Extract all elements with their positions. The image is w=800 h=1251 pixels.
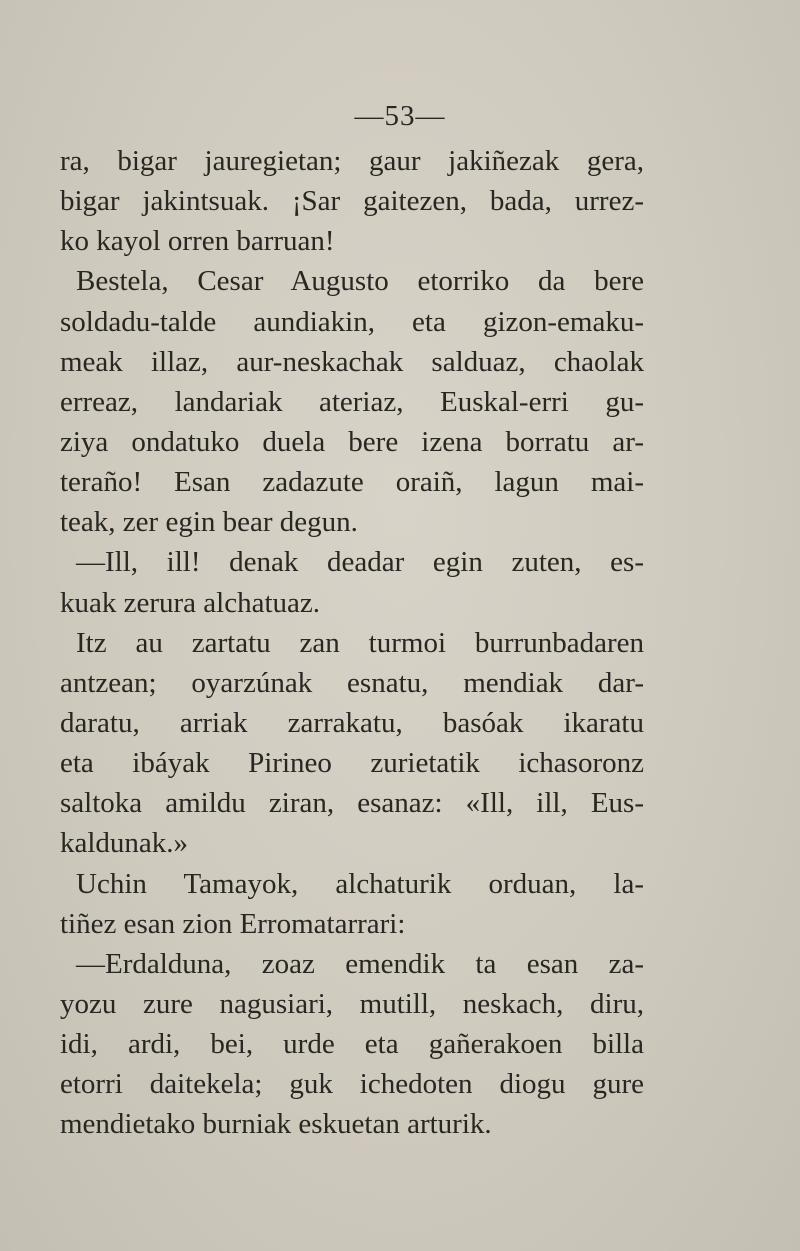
body-text (60, 141, 644, 1145)
text-line: ra, bigar jauregietan; gaur jakiñezak gera, (60, 145, 644, 177)
text-line: yozu zure nagusiari, mutill, neskach, diru, (60, 987, 644, 1020)
text-line: teak, zer egin bear degun. (60, 506, 358, 539)
text-line: Bestela, Cesar Augusto etorriko da bere (76, 265, 644, 298)
text-line: tiñez esan zion Erromatarrari: (60, 907, 406, 940)
text-line: kaldunak.» (60, 827, 189, 860)
text-line: soldadu-talde aundiakin, eta gizon-emaku- (60, 305, 644, 338)
text-line: erreaz, landariak ateriaz, Euskal-erri gu- (60, 385, 644, 418)
text-line: meak illaz, aur-neskachak salduaz, chaolak (60, 345, 644, 378)
page-number: —53— (354, 100, 446, 132)
text-line: eta ibáyak Pirineo zurietatik ichasoronz (60, 747, 644, 780)
text-line: Itz au zartatu zan turmoi burrunbadaren (76, 626, 644, 659)
text-line: mendietako burniak eskuetan arturik. (60, 1108, 492, 1141)
text-line: —Erdalduna, zoaz emendik ta esan za- (76, 947, 644, 980)
text-line: daratu, arriak zarrakatu, basóak ikaratu (60, 706, 644, 739)
text-line: kuak zerura alchatuaz. (60, 586, 321, 619)
text-line: antzean; oyarzúnak esnatu, mendiak dar- (60, 666, 644, 699)
text-line: saltoka amildu ziran, esanaz: «Ill, ill, Eus- (60, 787, 644, 820)
text-line: ziya ondatuko duela bere izena borratu ar- (60, 425, 644, 458)
text-line: idi, ardi, bei, urde eta gañerakoen billa (60, 1028, 644, 1061)
text-line: Uchin Tamayok, alchaturik orduan, la- (76, 867, 644, 900)
text-line: bigar jakintsuak. ¡Sar gaitezen, bada, urrez- (60, 185, 644, 218)
text-line: —Ill, ill! denak deadar egin zuten, es- (76, 546, 644, 579)
text-line: teraño! Esan zadazute oraiñ, lagun mai- (60, 466, 644, 499)
text-line: ko kayol orren barruan! (60, 225, 335, 258)
text-line: etorri daitekela; guk ichedoten diogu gure (60, 1068, 644, 1101)
